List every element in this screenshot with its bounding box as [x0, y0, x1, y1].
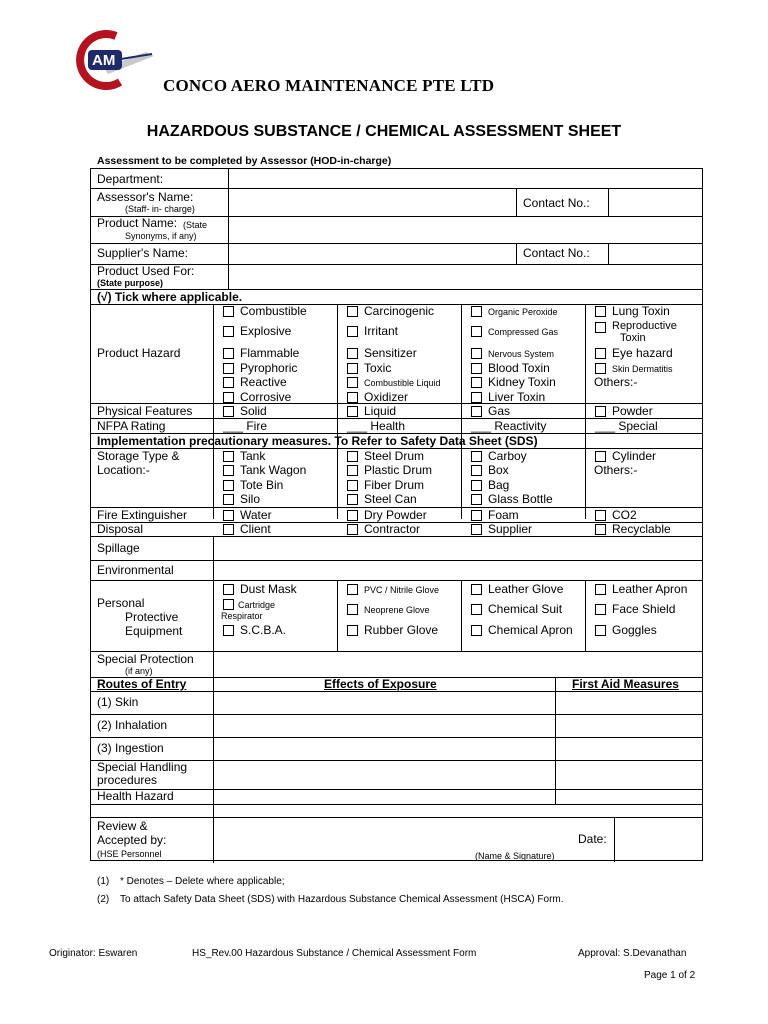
checkbox-flammable[interactable] [223, 348, 234, 359]
option-pyrophoric: Pyrophoric [240, 361, 298, 375]
option-cartridge: Cartridge [238, 600, 276, 610]
option-chemical-suit: Chemical Suit [488, 602, 563, 616]
routes-of-entry-header: Routes of Entry [97, 677, 187, 691]
option-rubber-glove: Rubber Glove [364, 623, 439, 637]
checkbox-contractor[interactable] [347, 524, 358, 535]
checkbox-dry-powder[interactable] [347, 510, 358, 521]
checkbox-neoprene-glove[interactable] [347, 604, 358, 615]
option-irritant: Irritant [364, 324, 399, 338]
option-kidney-toxin: Kidney Toxin [488, 375, 556, 389]
option-organic-peroxide: Organic Peroxide [488, 307, 558, 317]
special-handling-label-1: Special Handling [97, 760, 188, 774]
environmental-label: Environmental [97, 563, 174, 577]
checkbox-face-shield[interactable] [595, 604, 606, 615]
storage-label-1: Storage Type & [97, 449, 180, 463]
health-hazard-label: Health Hazard [97, 789, 174, 803]
checkbox-supplier[interactable] [471, 524, 482, 535]
footnote-2-number: (2) [97, 894, 110, 905]
option-gas: Gas [488, 404, 511, 418]
assessor-instruction: Assessment to be completed by Assessor (HOD-in-charge) [97, 155, 392, 167]
option-leather-glove: Leather Glove [488, 582, 564, 596]
checkbox-reactive[interactable] [223, 377, 234, 388]
option-dry-powder: Dry Powder [364, 508, 427, 522]
checkbox-leather-apron[interactable] [595, 584, 606, 595]
option-skin-dermatitis: Skin Dermatitis [612, 364, 673, 374]
footnote-1-number: (1) [97, 876, 110, 887]
assessment-form [90, 168, 703, 861]
fire-extinguisher-label: Fire Extinguisher [97, 508, 188, 522]
checkbox-reproductive-toxin[interactable] [595, 322, 606, 333]
option-fiber-drum: Fiber Drum [364, 478, 425, 492]
review-label-2: Accepted by: [97, 833, 167, 847]
checkbox-gas[interactable] [471, 406, 482, 417]
checkbox-combustible-liquid[interactable] [347, 377, 358, 388]
option-leather-apron: Leather Apron [612, 582, 688, 596]
special-protection-note: (if any) [125, 666, 153, 676]
checkbox-tote-bin[interactable] [223, 480, 234, 491]
checkbox-corrosive[interactable] [223, 392, 234, 403]
checkbox-blood-toxin[interactable] [471, 363, 482, 374]
checkbox-chemical-suit[interactable] [471, 604, 482, 615]
checkbox-client[interactable] [223, 524, 234, 535]
option-contractor: Contractor [364, 522, 421, 536]
product-used-note: (State purpose) [97, 278, 164, 288]
checkbox-scba[interactable] [223, 625, 234, 636]
option-carboy: Carboy [488, 449, 527, 463]
checkbox-chemical-apron[interactable] [471, 625, 482, 636]
hazard-others-label: Others:- [594, 375, 638, 389]
special-protection-label: Special Protection [97, 652, 194, 666]
nfpa-fire: ___ Fire [223, 419, 268, 433]
product-name-note-2: Synonyms, if any) [125, 231, 197, 241]
checkbox-co2[interactable] [595, 510, 606, 521]
spillage-label: Spillage [97, 541, 140, 555]
option-powder: Powder [612, 404, 653, 418]
checkbox-rubber-glove[interactable] [347, 625, 358, 636]
option-reactive: Reactive [240, 375, 287, 389]
company-logo [68, 30, 158, 90]
option-chemical-apron: Chemical Apron [488, 623, 573, 637]
option-blood-toxin: Blood Toxin [488, 361, 550, 375]
checkbox-irritant[interactable] [347, 326, 358, 337]
checkbox-lung-toxin[interactable] [595, 306, 606, 317]
checkbox-bag[interactable] [471, 480, 482, 491]
checkbox-liver-toxin[interactable] [471, 392, 482, 403]
checkbox-dust-mask[interactable] [223, 584, 234, 595]
option-water: Water [240, 508, 272, 522]
option-carcinogenic: Carcinogenic [364, 304, 435, 318]
option-client: Client [240, 522, 271, 536]
checkbox-water[interactable] [223, 510, 234, 521]
option-glass-bottle: Glass Bottle [488, 492, 553, 506]
option-foam: Foam [488, 508, 519, 522]
checkbox-nervous-system[interactable] [471, 348, 482, 359]
assessor-name-label: Assessor's Name: [97, 190, 194, 204]
checkbox-compressed-gas[interactable] [471, 326, 482, 337]
product-used-label: Product Used For: [97, 264, 195, 278]
ppe-label-2: Protective [125, 610, 179, 624]
checkbox-combustible[interactable] [223, 306, 234, 317]
checkbox-explosive[interactable] [223, 326, 234, 337]
checkbox-powder[interactable] [595, 406, 606, 417]
checkbox-foam[interactable] [471, 510, 482, 521]
checkbox-pyrophoric[interactable] [223, 363, 234, 374]
option-eye-hazard: Eye hazard [612, 346, 673, 360]
route-skin: (1) Skin [97, 695, 139, 709]
option-liquid: Liquid [364, 404, 397, 418]
option-explosive: Explosive [240, 324, 292, 338]
option-tote-bin: Tote Bin [240, 478, 284, 492]
logo-text: AM [92, 52, 116, 69]
checkbox-silo[interactable] [223, 494, 234, 505]
checkbox-organic-peroxide[interactable] [471, 306, 482, 317]
product-name-label: Product Name: [97, 216, 178, 230]
option-solid: Solid [240, 404, 267, 418]
option-pvc-nitrile-glove: PVC / Nitrile Glove [364, 585, 440, 595]
product-name-note-1: (State [183, 220, 208, 230]
implementation-header: Implementation precautionary measures. To Refer to Safety Data Sheet (SDS) [97, 434, 538, 448]
option-oxidizer: Oxidizer [364, 390, 409, 404]
checkbox-cylinder[interactable] [595, 451, 606, 462]
option-silo: Silo [240, 492, 261, 506]
checkbox-tank[interactable] [223, 451, 234, 462]
option-combustible-liquid: Combustible Liquid [364, 378, 441, 388]
option-scba: S.C.B.A. [240, 623, 287, 637]
assessor-note: (Staff- in- charge) [125, 204, 195, 214]
option-goggles: Goggles [612, 623, 657, 637]
option-steel-drum: Steel Drum [364, 449, 425, 463]
option-cylinder: Cylinder [612, 449, 657, 463]
option-dust-mask: Dust Mask [240, 582, 297, 596]
route-ingestion: (3) Ingestion [97, 741, 164, 755]
disposal-label: Disposal [97, 522, 144, 536]
checkbox-sensitizer[interactable] [347, 348, 358, 359]
checkbox-recyclable[interactable] [595, 524, 606, 535]
option-reproductive: Reproductive [612, 320, 677, 332]
route-inhalation: (2) Inhalation [97, 718, 168, 732]
tick-header: (√) Tick where applicable. [97, 290, 243, 304]
option-toxic: Toxic [364, 361, 392, 375]
nfpa-reactivity: ___ Reactivity [471, 419, 547, 433]
supplier-name-label: Supplier's Name: [97, 246, 188, 260]
special-handling-label-2: procedures [97, 773, 158, 787]
option-neoprene-glove: Neoprene Glove [364, 605, 430, 615]
checkbox-carboy[interactable] [471, 451, 482, 462]
option-plastic-drum: Plastic Drum [364, 463, 433, 477]
option-compressed-gas: Compressed Gas [488, 327, 559, 337]
option-flammable: Flammable [240, 346, 300, 360]
effects-of-exposure-header: Effects of Exposure [324, 677, 437, 691]
option-tank: Tank [240, 449, 266, 463]
ppe-label-1: Personal [97, 596, 145, 610]
checkbox-tank-wagon[interactable] [223, 465, 234, 476]
option-co2: CO2 [612, 508, 637, 522]
option-combustible: Combustible [240, 304, 307, 318]
checkbox-plastic-drum[interactable] [347, 465, 358, 476]
ppe-label-3: Equipment [125, 624, 183, 638]
checkbox-liquid[interactable] [347, 406, 358, 417]
checkbox-oxidizer[interactable] [347, 392, 358, 403]
form-title: HAZARDOUS SUBSTANCE / CHEMICAL ASSESSMENT SHEET [146, 123, 622, 140]
option-corrosive: Corrosive [240, 390, 292, 404]
option-liver-toxin: Liver Toxin [488, 390, 546, 404]
checkbox-eye-hazard[interactable] [595, 348, 606, 359]
assessor-contact-label: Contact No.: [523, 196, 590, 210]
nfpa-rating-label: NFPA Rating [97, 419, 166, 433]
footer-form-name: HS_Rev.00 Hazardous Substance / Chemical Assessment Form [192, 948, 477, 959]
checkbox-solid[interactable] [223, 406, 234, 417]
footnote-2-text: To attach Safety Data Sheet (SDS) with Hazardous Substance Chemical Assessment (HSCA) Form. [120, 894, 564, 905]
review-label-1: Review & [97, 819, 148, 833]
company-name: CONCO AERO MAINTENANCE PTE LTD [163, 76, 495, 95]
checkbox-pvc-nitrile-glove[interactable] [347, 584, 358, 595]
footnote-1-text: * Denotes – Delete where applicable; [120, 876, 285, 887]
storage-others-label: Others:- [594, 463, 638, 477]
option-box: Box [488, 463, 509, 477]
option-recyclable: Recyclable [612, 522, 671, 536]
review-date-label: Date: [578, 832, 607, 846]
option-steel-can: Steel Can [364, 492, 417, 506]
option-face-shield: Face Shield [612, 602, 676, 616]
supplier-contact-label: Contact No.: [523, 246, 590, 260]
nfpa-health: ___ Health [347, 419, 406, 433]
option-nervous-system: Nervous System [488, 349, 555, 359]
checkbox-leather-glove[interactable] [471, 584, 482, 595]
option-reproductive-toxin: Toxin [620, 332, 646, 344]
checkbox-goggles[interactable] [595, 625, 606, 636]
checkbox-steel-drum[interactable] [347, 451, 358, 462]
footer-approval: Approval: S.Devanathan [578, 948, 687, 959]
checkbox-cartridge-respirator[interactable] [223, 599, 234, 610]
review-label-3: (HSE Personnel [97, 849, 162, 859]
footer-page-number: Page 1 of 2 [644, 970, 696, 981]
checkbox-toxic[interactable] [347, 363, 358, 374]
option-sensitizer: Sensitizer [364, 346, 417, 360]
product-hazard-label: Product Hazard [97, 346, 181, 360]
option-respirator: Respirator [221, 611, 263, 621]
physical-features-label: Physical Features [97, 404, 193, 418]
footer-originator: Originator: Eswaren [49, 948, 138, 959]
option-bag: Bag [488, 478, 510, 492]
first-aid-header: First Aid Measures [572, 677, 679, 691]
storage-label-2: Location:- [97, 463, 150, 477]
department-label: Department: [97, 172, 164, 186]
option-lung-toxin: Lung Toxin [612, 304, 670, 318]
signature-caption: (Name & Signature) [475, 851, 555, 861]
option-supplier: Supplier [488, 522, 533, 536]
checkbox-box[interactable] [471, 465, 482, 476]
checkbox-carcinogenic[interactable] [347, 306, 358, 317]
checkbox-glass-bottle[interactable] [471, 494, 482, 505]
checkbox-skin-dermatitis[interactable] [595, 363, 606, 374]
nfpa-special: ___ Special [595, 419, 658, 433]
checkbox-fiber-drum[interactable] [347, 480, 358, 491]
checkbox-kidney-toxin[interactable] [471, 377, 482, 388]
option-tank-wagon: Tank Wagon [240, 463, 307, 477]
checkbox-steel-can[interactable] [347, 494, 358, 505]
